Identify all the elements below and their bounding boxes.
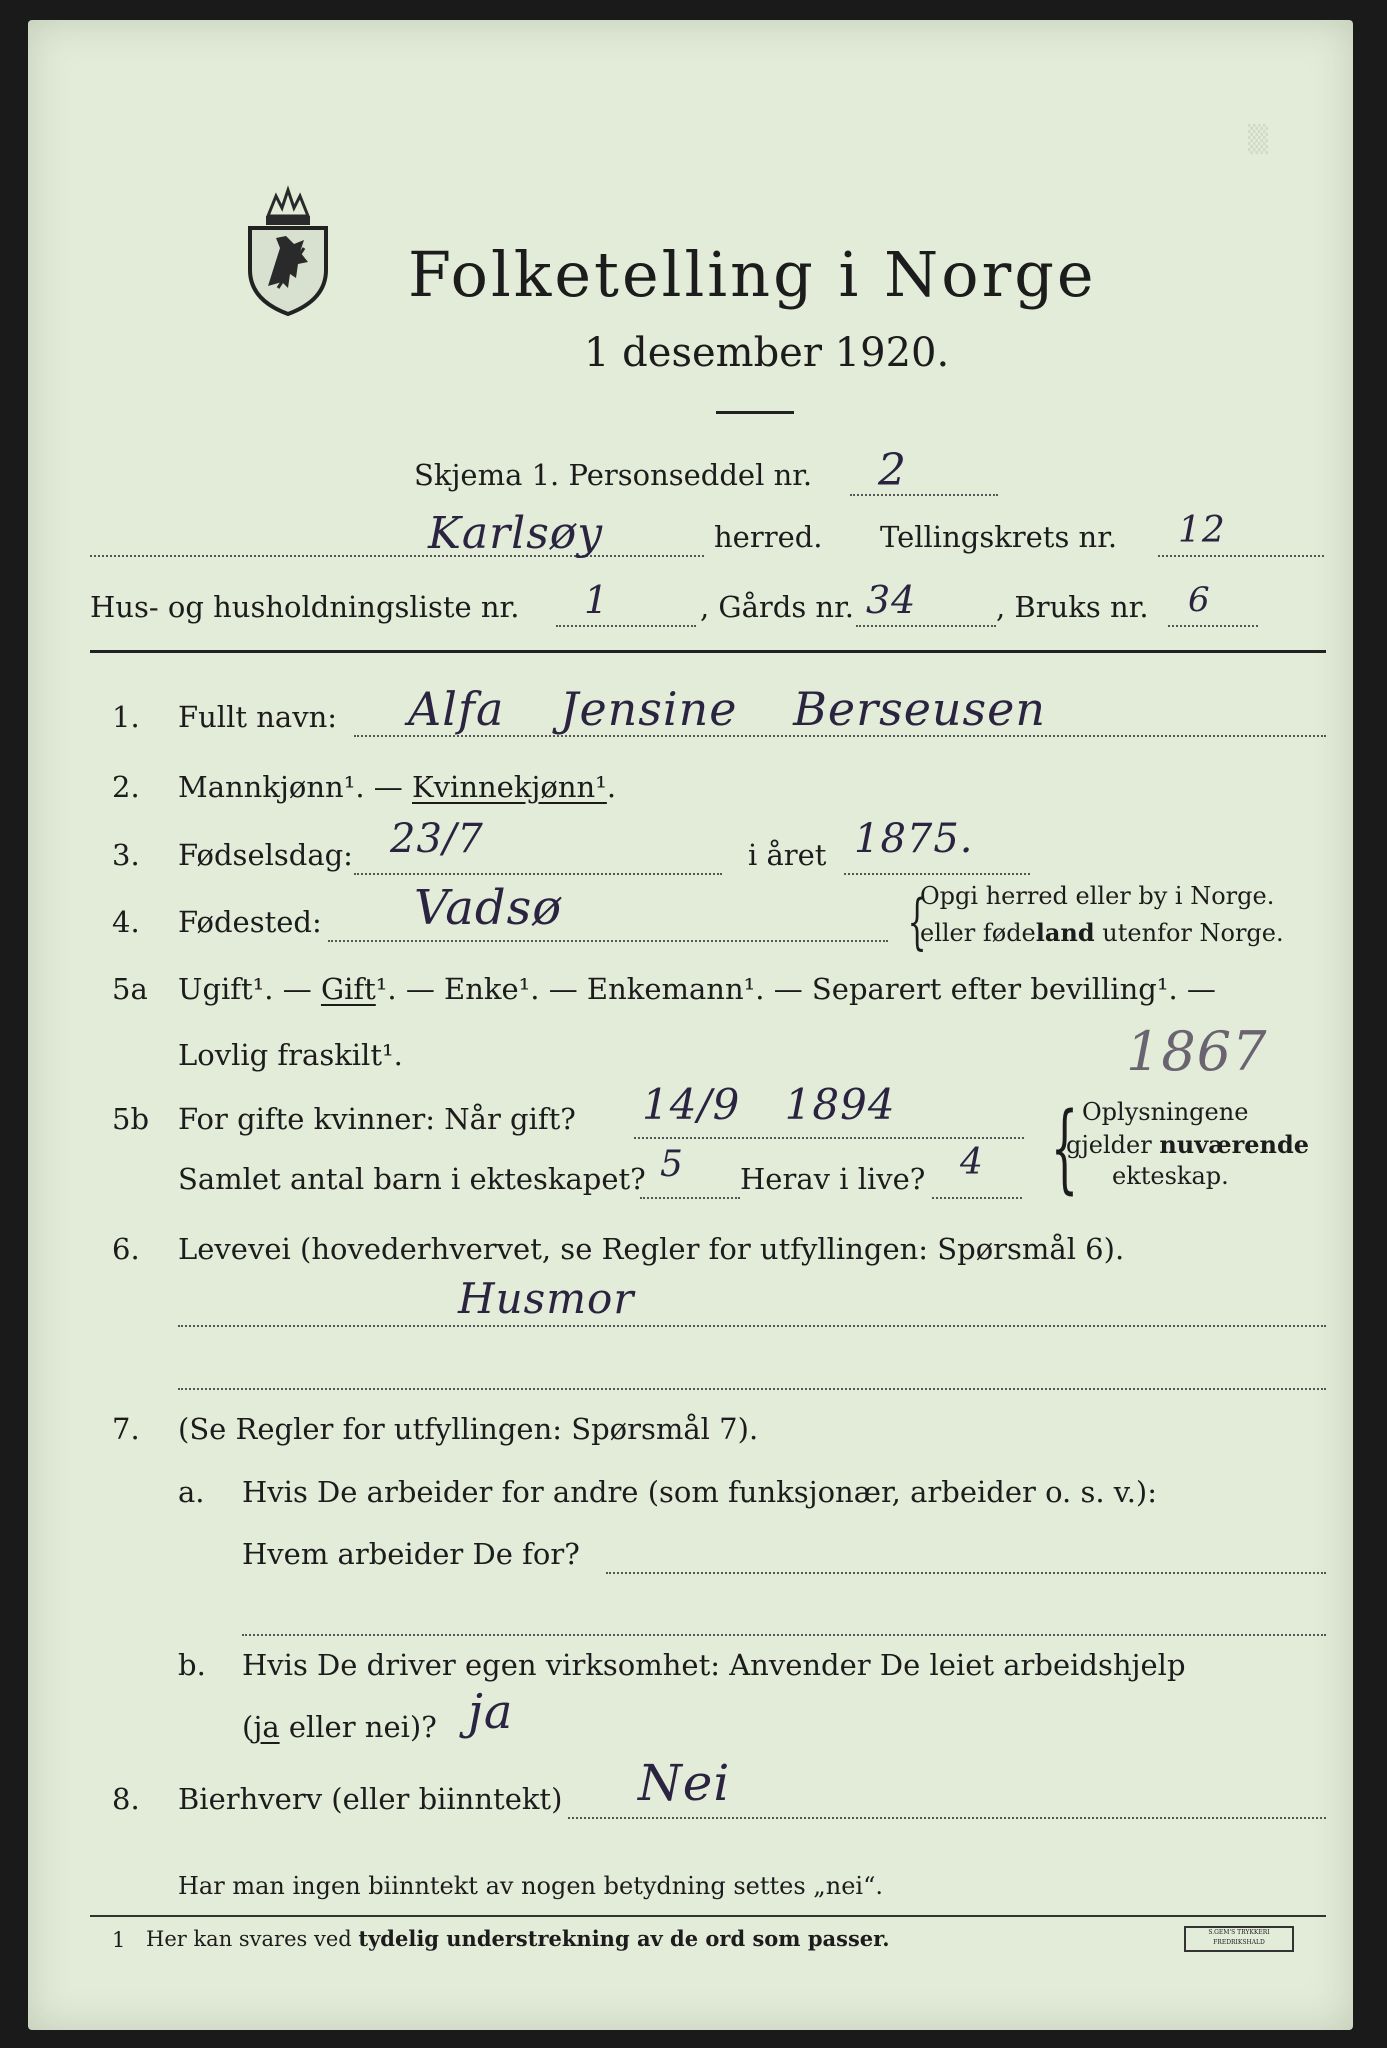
q3-birthday-value: 23/7 xyxy=(390,816,484,862)
q5b-brace: { xyxy=(1050,1092,1079,1204)
footnote-text-b: tydelig understrekning av de ord som passer. xyxy=(358,1926,890,1951)
q4-note-line1: Opgi herred eller by i Norge. xyxy=(920,882,1275,910)
q5a-pencil-note: 1867 xyxy=(1126,1020,1268,1083)
q3-aret-line xyxy=(844,873,1030,875)
printer-stamp: S.GEM'S TRYKKERI FREDRIKSHALD xyxy=(1184,1926,1294,1952)
q5b-ilive-value: 4 xyxy=(960,1142,984,1183)
q2-gender-line xyxy=(178,770,616,804)
q5b-note-line1: Oplysningene xyxy=(1082,1098,1249,1126)
q8-label: Bierhverv (eller biinntekt) xyxy=(178,1782,563,1816)
q1-fullname-value: Alfa Jensine Berseusen xyxy=(408,682,1047,736)
title-divider xyxy=(716,411,794,414)
tellingskrets-label: Tellingskrets nr. xyxy=(880,520,1118,554)
footnote-text xyxy=(146,1926,890,1951)
gards-line xyxy=(856,625,996,627)
biinntekt-note: Har man ingen biinntekt av nogen betydning settes „nei“. xyxy=(178,1872,883,1900)
q2-mann: Mannkjønn¹. — xyxy=(178,770,403,804)
q6-number: 6. xyxy=(112,1232,140,1266)
q5b-label: For gifte kvinner: Når gift? xyxy=(178,1102,576,1136)
q3-label: Fødselsdag: xyxy=(178,838,353,872)
q7b-letter: b. xyxy=(178,1648,206,1682)
q5b-ilive-line xyxy=(932,1197,1022,1199)
q5b-gift-line xyxy=(634,1137,1024,1139)
q8-value: Nei xyxy=(638,1754,731,1812)
gards-value: 34 xyxy=(866,578,917,622)
footnote-text-a: Her kan svares ved xyxy=(146,1927,359,1951)
q4-note2-c: utenfor Norge. xyxy=(1094,919,1284,947)
husliste-value: 1 xyxy=(584,578,610,622)
q2-number: 2. xyxy=(112,770,140,804)
q5b-barn-label: Samlet antal barn i ekteskapet? xyxy=(178,1162,646,1196)
q7a-text2: Hvem arbeider De for? xyxy=(242,1537,580,1571)
q5a-gift-selected: Gift xyxy=(320,972,376,1006)
q5a-fraskilt: Lovlig fraskilt¹. xyxy=(178,1038,403,1072)
q3-year-value: 1875. xyxy=(854,816,974,862)
q5a-status-line xyxy=(178,972,1216,1006)
bruks-line xyxy=(1168,625,1258,627)
skjema-label: Skjema 1. Personseddel nr. xyxy=(414,458,813,492)
q5b-ilive-label: Herav i live? xyxy=(740,1162,926,1196)
q5b-note2-b: nuværende xyxy=(1159,1130,1310,1159)
footnote-mark: 1 xyxy=(112,1928,126,1952)
herred-label: herred. xyxy=(714,520,823,554)
q7b-eller-nei: eller nei)? xyxy=(279,1710,437,1744)
q3-aret-label: i året xyxy=(748,838,827,872)
q5a-ugift: Ugift¹. — xyxy=(178,972,312,1006)
q4-birthplace-value: Vadsø xyxy=(414,880,563,936)
herred-line xyxy=(90,555,704,557)
q3-number: 3. xyxy=(112,838,140,872)
q7-number: 7. xyxy=(112,1412,140,1446)
q4-note2-b: land xyxy=(1035,918,1095,947)
q2-end: . xyxy=(606,770,617,804)
q4-number: 4. xyxy=(112,905,140,939)
q5b-barn-value: 5 xyxy=(660,1144,684,1185)
skjema-nr-value: 2 xyxy=(878,445,907,496)
census-form-sheet xyxy=(28,20,1353,2030)
header-divider xyxy=(90,650,1326,653)
husliste-line xyxy=(556,625,696,627)
q5a-number: 5a xyxy=(112,972,148,1006)
husliste-label: Hus- og husholdningsliste nr. xyxy=(90,590,520,624)
q6-label: Levevei (hovederhvervet, se Regler for utfyllingen: Spørsmål 6). xyxy=(178,1232,1125,1266)
q7a-line1 xyxy=(606,1572,1326,1574)
q7a-letter: a. xyxy=(178,1475,205,1509)
norway-coat-of-arms-icon xyxy=(238,178,338,318)
q7b-text2 xyxy=(242,1710,437,1744)
q4-line xyxy=(328,940,888,942)
q4-note2-a: eller føde xyxy=(920,919,1036,947)
q5b-note-line2 xyxy=(1066,1130,1309,1159)
q7a-line2 xyxy=(242,1634,1326,1636)
q7b-text: Hvis De driver egen virksomhet: Anvender De leiet arbeidshjelp xyxy=(242,1648,1186,1682)
q6-line2 xyxy=(178,1388,1326,1390)
herred-value: Karlsøy xyxy=(428,508,604,559)
q4-brace: { xyxy=(907,887,927,957)
q7a-text: Hvis De arbeider for andre (som funksjonær, arbeider o. s. v.): xyxy=(242,1475,1158,1509)
census-date: 1 desember 1920. xyxy=(584,330,950,376)
q3-line xyxy=(354,873,722,875)
footnote-divider xyxy=(90,1915,1326,1917)
gards-label: , Gårds nr. xyxy=(700,590,854,624)
q7b-open-paren: ( xyxy=(242,1710,254,1744)
bruks-value: 6 xyxy=(1188,580,1211,620)
tellingskrets-value: 12 xyxy=(1178,510,1226,551)
q5b-number: 5b xyxy=(112,1102,150,1136)
q7b-ja-selected: ja xyxy=(253,1710,280,1744)
q1-number: 1. xyxy=(112,700,140,734)
q4-label: Fødested: xyxy=(178,905,322,939)
skjema-nr-line xyxy=(850,494,998,496)
q1-label: Fullt navn: xyxy=(178,700,338,734)
bruks-label: , Bruks nr. xyxy=(996,590,1149,624)
q8-line xyxy=(568,1817,1326,1819)
q5b-note2-a: gjelder xyxy=(1066,1131,1160,1159)
q7b-value: ja xyxy=(468,1684,514,1740)
q5b-barn-line xyxy=(640,1197,740,1199)
q4-note-line2 xyxy=(920,918,1284,947)
q5b-gift-value: 14/9 1894 xyxy=(642,1080,896,1129)
q7-label: (Se Regler for utfyllingen: Spørsmål 7). xyxy=(178,1412,759,1446)
page-title: Folketelling i Norge xyxy=(408,238,1097,311)
q2-kvinne-selected: Kvinnekjønn¹ xyxy=(412,770,607,804)
q8-number: 8. xyxy=(112,1782,140,1816)
q6-line1 xyxy=(178,1325,1326,1327)
q5a-rest: ¹. — Enke¹. — Enkemann¹. — Separert efter bevilling¹. — xyxy=(375,972,1216,1006)
bleed-through: ▒ xyxy=(1248,125,1268,155)
q5b-note-line3: ekteskap. xyxy=(1112,1162,1229,1190)
tellingskrets-line xyxy=(1158,555,1324,557)
q6-occupation-value: Husmor xyxy=(458,1274,635,1323)
